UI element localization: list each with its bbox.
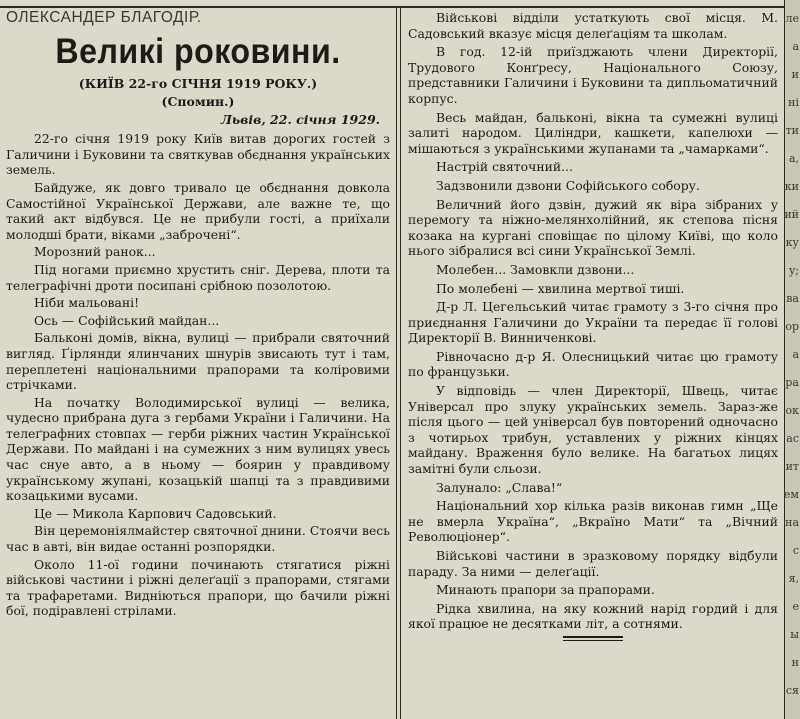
article-paragraph: Військові відділи устаткують свої місця. М. Садовський вказує місця делеґаціям та школам. <box>408 10 778 41</box>
margin-fragment: е <box>792 600 799 613</box>
article-paragraph: Рівночасно д-р Я. Олесницький читає цю грамоту по французьки. <box>408 348 778 380</box>
margin-fragment: а <box>792 348 799 361</box>
right-body <box>408 10 778 632</box>
article-paragraph: Морозний ранок... <box>34 244 156 260</box>
article-paragraph: Він церемоніялмайстер святочної днини. Стоячи весь час в авті, він видае останні розпорядки. <box>6 523 390 555</box>
margin-fragment: ас <box>786 432 799 445</box>
left-body <box>6 131 390 619</box>
article-paragraph: Задзвонили дзвони Софійського собору. <box>436 177 700 193</box>
margin-fragment: с <box>792 544 799 557</box>
margin-fragment: ит <box>785 460 799 473</box>
margin-fragment: ти <box>785 124 799 137</box>
article-paragraph: Військові частини в зразковому порядку відбули параду. За ними — делеґації. <box>408 548 778 579</box>
right-column <box>408 10 778 641</box>
article-paragraph: Рідка хвилина, на яку кожний нарід гордий і для якої працюе не десятками літ, а сотнями. <box>408 600 778 632</box>
article-paragraph: Байдуже, як довго тривало це обєднання довкола Самостійної Української Держави, але важне те, що такий акт відбувся. Це не прибули гості, а приїхали молодші брати, віками „заброчені“. <box>6 179 390 242</box>
author-name: ОЛЕКСАНДЕР БЛАГОДІР. <box>6 9 202 26</box>
article-paragraph: Це — Микола Карпович Садовський. <box>34 505 277 521</box>
margin-fragment: ем <box>783 488 799 501</box>
column-divider <box>396 6 397 719</box>
article-paragraph: Настрій святочний... <box>436 159 573 175</box>
article-paragraph: На початку Володимирської вулиці — велика, чудесно прибрана дуга з гербами України і Галичини. На телеґрафних стовпах — герби ріжних частин Української Держави. По майдані і на сумежних з ним вулицях увесь час снуе авто, а в ньому — боярин у правдивому українському жупані, козацькій шапці та з правдивими козацькими вусами. <box>6 394 390 504</box>
margin-fragment: ки <box>784 180 799 193</box>
margin-fragment: а, <box>788 152 799 165</box>
margin-fragment: и <box>791 68 799 81</box>
end-rule <box>563 636 623 641</box>
dateline: Львів, 22. січня 1929. <box>220 111 380 127</box>
margin-fragment: ор <box>785 320 799 333</box>
article-paragraph: 22-го січня 1919 року Київ витав дорогих гостей з Галичини і Буковини та святкував обєднання українських земель. <box>6 131 390 178</box>
article-paragraph: У відповідь — член Директорії, Швець, читає Універсал про злуку українських земель. Зараз-же після цього — цей універсал був повторений одночасно з чотирьох трибун, уставлених у ріжних кінцях майдану. Враження було велике. На багатьох лицях замітні були сльози. <box>408 383 778 477</box>
adjacent-column-edge <box>784 0 800 719</box>
margin-fragment: я, <box>788 572 799 585</box>
margin-fragment: у; <box>788 264 799 277</box>
margin-fragment: на <box>785 516 799 529</box>
margin-fragment: а <box>792 40 799 53</box>
article-paragraph: Бальконі домів, вікна, вулиці — прибрали святочний вигляд. Ґірлянди ялинчаних шнурів звисають тут і там, переплетені національними прапорами та коліровими стрічками. <box>6 330 390 393</box>
article-paragraph: Ось — Софійський майдан... <box>34 312 220 328</box>
article-paragraph: Молебен... Замовкли дзвони... <box>436 261 635 277</box>
article-paragraph: По молебені — хвилина мертвої тиші. <box>436 280 685 296</box>
article-paragraph: Минають прапори за прапорами. <box>436 582 655 598</box>
column-divider <box>400 6 401 719</box>
top-rule <box>0 6 790 8</box>
article-paragraph: Залунало: „Слава!“ <box>436 479 563 495</box>
article-paragraph: Ніби мальовані! <box>34 295 140 311</box>
article-genre: (Спомин.) <box>161 93 235 109</box>
margin-fragment: ва <box>786 292 799 305</box>
margin-fragment: ы <box>790 628 799 641</box>
article-paragraph: Під ногами приємно хрустить сніг. Дерева, плоти та телеграфічні дроти посипані срібною позолотою. <box>6 261 390 293</box>
article-paragraph: Національний хор кілька разів виконав гимн „Ще не вмерла Україна“, „Вкраїно Мати“ та „Вічний Революціонер“. <box>408 498 778 545</box>
margin-fragment: ра <box>785 376 799 389</box>
article-paragraph: В год. 12-ій приїзджають члени Директорії, Трудового Конґресу, Національного Союзу, представники Галичини і Буковини та дипльоматичний корпус. <box>408 44 778 106</box>
left-column <box>6 10 390 621</box>
margin-fragment: ку <box>785 236 799 249</box>
article-title: Великі роковини. <box>55 31 341 71</box>
margin-fragment: н <box>791 656 799 669</box>
article-subtitle: (КИЇВ 22-го СІЧНЯ 1919 РОКУ.) <box>78 75 318 91</box>
margin-fragment: ся <box>785 684 799 697</box>
margin-fragment: ок <box>785 404 799 417</box>
margin-fragment: ні <box>788 96 799 109</box>
article-paragraph: Д-р Л. Цегельський читає грамоту з 3-го січня про приєднання Галичини до України та передає її голові Директорії В. Винниченкові. <box>408 299 778 346</box>
article-paragraph: Около 11-ої години починають стягатися ріжні військові частини і ріжні делеґації з прапорами, стягами та трафаретами. Видніються прапори, що бачили ріжні бої, подіравлені стрілами. <box>6 556 390 619</box>
margin-fragment: ле <box>785 12 799 25</box>
article-paragraph: Весь майдан, бальконі, вікна та сумежні вулиці залиті народом. Циліндри, кашкети, капелюхи — мішаються з українськими жупанами та „чамарками“. <box>408 109 778 156</box>
article-paragraph: Величний його дзвін, дужий як віра зібраних у перемогу та ніжно-мелянхолійний, як степова пісня козака на кургані сповіщає по цілому Київі, що коло нього зібралися всі сини Української Землі. <box>408 196 778 259</box>
margin-fragment: ий <box>784 208 799 221</box>
